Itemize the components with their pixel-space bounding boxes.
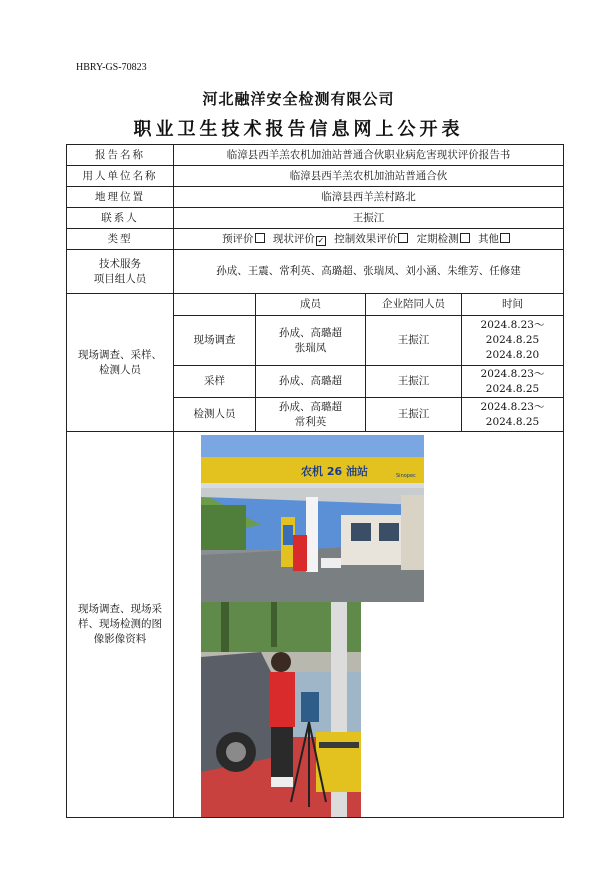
checkbox-icon[interactable]: [255, 233, 265, 243]
escort-header: 企业陪同人员: [366, 294, 462, 316]
page-title: 职业卫生技术报告信息网上公开表: [133, 119, 464, 140]
images-label: 现场调查、现场采样、现场检测的图像影像资料: [67, 432, 174, 818]
type-option-status-eval: 现状评价 ✓: [272, 232, 325, 245]
row-report-name: [67, 145, 564, 166]
personnel-header-row: [67, 294, 564, 316]
report-name-label: 报告名称: [67, 145, 174, 166]
employer-value: 临漳县西羊羔农机加油站普通合伙: [174, 166, 564, 187]
employer-label: 用人单位名称: [67, 166, 174, 187]
location-label: 地理位置: [67, 187, 174, 208]
team-value: 孙成、王震、常利英、高璐超、张瑞凤、刘小涵、朱维芳、任修建: [174, 250, 564, 294]
type-option-control-eval: 控制效果评价: [334, 233, 413, 245]
member-cell: 孙成、高璐超 张瑞凤: [256, 316, 366, 366]
row-employer: [67, 166, 564, 187]
sampling-photo: [201, 602, 361, 817]
location-value: 临漳县西羊羔村路北: [174, 187, 564, 208]
role-cell: 检测人员: [174, 398, 256, 432]
escort-cell: 王振江: [366, 366, 462, 398]
member-cell: 孙成、高璐超 常利英: [256, 398, 366, 432]
station-brand: Sinopec: [396, 473, 416, 479]
contact-value: 王振江: [174, 208, 564, 229]
type-option-other: 其他: [478, 233, 515, 245]
escort-cell: 王振江: [366, 398, 462, 432]
checkbox-icon[interactable]: [460, 233, 470, 243]
role-cell: 现场调查: [174, 316, 256, 366]
station-sign: 农机 26 油站: [301, 465, 368, 478]
escort-cell: 王振江: [366, 316, 462, 366]
row-type: [67, 229, 564, 250]
row-team: [67, 250, 564, 294]
personnel-label: 现场调查、采样、检测人员: [67, 294, 174, 432]
report-name-value: 临漳县西羊羔农机加油站普通合伙职业病危害现状评价报告书: [174, 145, 564, 166]
time-cell: 2024.8.23～ 2024.8.25: [462, 398, 564, 432]
company-name: 河北融洋安全检测有限公司: [202, 90, 395, 108]
worker-shirt: [269, 672, 295, 727]
checkbox-icon[interactable]: [398, 233, 408, 243]
sampling-instrument: [301, 692, 319, 722]
time-cell: 2024.8.23～ 2024.8.25: [462, 366, 564, 398]
row-location: [67, 187, 564, 208]
checkbox-icon[interactable]: [500, 233, 510, 243]
type-label: 类型: [67, 229, 174, 250]
gas-station-photo: [201, 435, 424, 602]
worker-head: [271, 652, 291, 672]
type-options: [174, 229, 564, 250]
member-cell: 孙成、高璐超: [256, 366, 366, 398]
type-option-periodic-test: 定期检测: [417, 233, 475, 245]
contact-label: 联系人: [67, 208, 174, 229]
member-header: 成员: [256, 294, 366, 316]
type-option-pre-eval: 预评价: [222, 233, 270, 245]
checkbox-checked-icon[interactable]: ✓: [317, 235, 325, 245]
time-header: 时间: [462, 294, 564, 316]
document-code: HBRY-GS-70823: [76, 62, 147, 73]
role-cell: 采样: [174, 366, 256, 398]
time-cell: 2024.8.23～ 2024.8.25 2024.8.20: [462, 316, 564, 366]
row-contact: [67, 208, 564, 229]
team-label: 技术服务 项目组人员: [67, 250, 174, 294]
